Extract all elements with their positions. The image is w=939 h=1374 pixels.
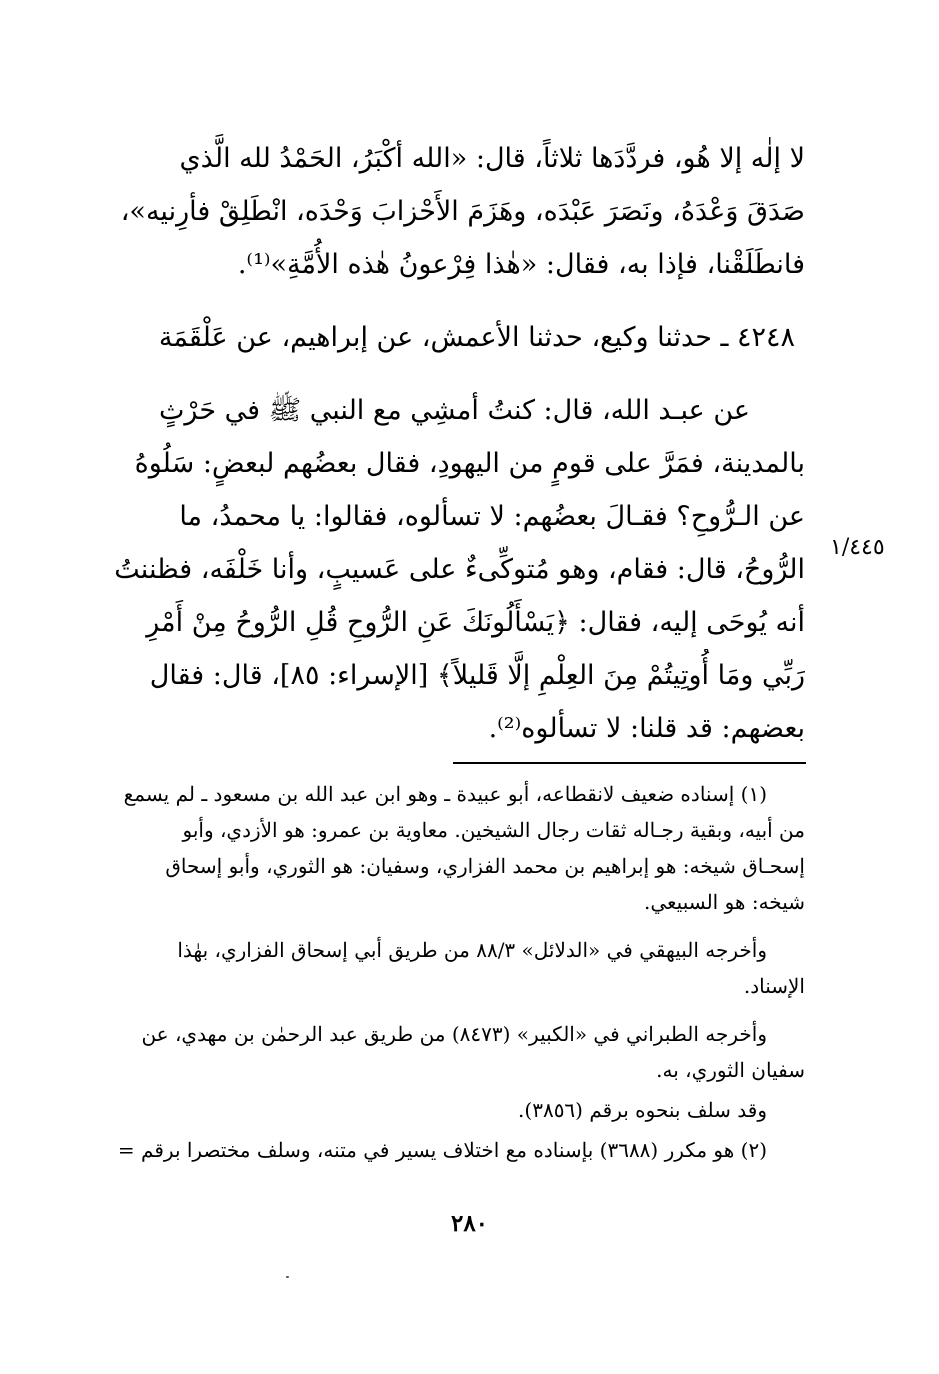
footnote-line: وقد سلف بنحوه برقم (٣٨٥٦). <box>518 1098 767 1122</box>
main-text-line: بالمدينة، فمَرَّ على قومٍ من اليهودِ، فقال بعضُهم لبعضٍ: سَلُوهُ <box>134 448 805 479</box>
main-text-line: عن الـرُّوحِ؟ فقـالَ بعضُهم: لا تسألوه، فقالوا: يا محمدُ، ما <box>179 501 805 532</box>
footnote-line: الإسناد. <box>743 974 805 998</box>
footnote-line: من أبيه، وبقية رجـاله ثقات رجال الشيخين. معاوية بن عمرو: هو الأزدي، وأبو <box>182 818 805 842</box>
main-text-line: عن عبـد الله، قال: كنتُ أمشِي مع النبي ﷺ في حَرْثٍ <box>159 395 750 426</box>
hadith-header: ٤٢٤٨ ـ حدثنا وكيع، حدثنا الأعمش، عن إبراهيم، عن عَلْقَمَة <box>158 322 795 353</box>
footnotes <box>105 776 805 1168</box>
main-text-line: رَبِّي ومَا أُوتِيتُمْ مِنَ العِلْمِ إلَّا قَليلاً﴾ [الإسراء: ٨٥]، قال: فقال <box>149 660 805 691</box>
footnote-line: سفيان الثوري، به. <box>656 1058 805 1082</box>
main-text <box>100 132 805 755</box>
margin-reference: ١/٤٤٥ <box>830 535 885 560</box>
footnote-line: (١) إسناده ضعيف لانقطاعه، أبو عبيدة ـ وهو ابن عبد الله بن مسعود ـ لم يسمع <box>123 782 767 806</box>
footnote-line: وأخرجه البيهقي في «الدلائل» ٨٨/٣ من طريق أبي إسحاق الفزاري، بهٰذا <box>177 938 767 962</box>
main-text-line: بعضهم: قد قلنا: لا تسألوه⁽²⁾. <box>488 713 805 744</box>
footnote-line: شيخه: هو السبيعي. <box>644 890 805 914</box>
footnote-line: إسحـاق شيخه: هو إبراهيم بن محمد الفزاري، وسفيان: هو الثوري، وأبو إسحاق <box>165 854 805 878</box>
main-text-line: أنه يُوحَى إليه، فقال: ﴿يَسْأَلُونَكَ عَنِ الرُّوحِ قُلِ الرُّوحُ مِنْ أَمْرِ <box>146 607 805 638</box>
page-number: ٢٨٠ <box>450 1210 489 1237</box>
scan-speck <box>286 1276 289 1278</box>
footnote-divider <box>453 762 806 764</box>
main-text-line: الرُّوحُ، قال: فقام، وهو مُتوكِّىءٌ على عَسيبٍ، وأنا خَلْفَه، فظننتُ <box>114 554 805 585</box>
main-text-line: صَدَقَ وَعْدَهُ، ونَصَرَ عَبْدَه، وهَزَمَ الأَحْزابَ وَحْدَه، انْطَلِقْ فأرِنيه»، <box>120 196 805 227</box>
main-text-line: فانطَلَقْنا، فإذا به، فقال: «هٰذا فِرْعونُ هٰذه الأُمَّةِ»⁽¹⁾. <box>237 249 805 280</box>
main-text-line: لا إلٰه إلا هُو، فردَّدَها ثلاثاً، قال: «الله أكْبَرُ، الحَمْدُ لله الَّذي <box>179 143 805 174</box>
footnote-line: وأخرجه الطبراني في «الكبير» (٨٤٧٣) من طريق عبد الرحمٰن بن مهدي، عن <box>141 1022 767 1046</box>
footnote-line: (٢) هو مكرر (٣٦٨٨) بإسناده مع اختلاف يسير في متنه، وسلف مختصرا برقم = <box>117 1138 767 1162</box>
